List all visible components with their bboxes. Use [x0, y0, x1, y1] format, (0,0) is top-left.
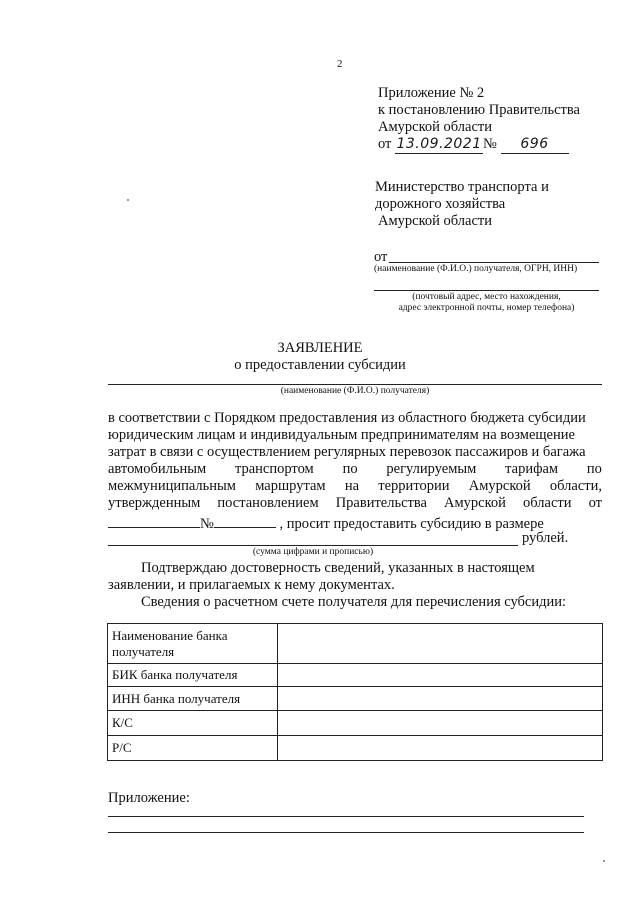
table-row: [108, 736, 603, 761]
word: по: [586, 461, 602, 477]
body-line-6: [108, 495, 602, 512]
scan-speck: [603, 860, 605, 862]
sum-fill-line: [108, 545, 518, 546]
word: тарифам: [505, 461, 559, 477]
recipient-line-2: дорожного хозяйства: [375, 196, 506, 212]
word: Амурской: [468, 478, 531, 494]
body-line-5: [108, 478, 602, 495]
number-value: 696: [520, 136, 549, 152]
word: на: [344, 478, 360, 494]
table-value-cell[interactable]: [278, 711, 603, 736]
scan-speck: [127, 199, 129, 201]
row-label: Наименование банка: [112, 627, 228, 643]
table-value-cell[interactable]: [278, 664, 603, 687]
word: территории: [378, 478, 450, 494]
table-row: [108, 664, 603, 687]
number-sign: №: [200, 516, 214, 532]
word: автомобильным: [108, 461, 207, 477]
word: Правительства: [335, 495, 427, 511]
page-number: 2: [337, 58, 343, 70]
recipient-line-3: Амурской области: [378, 213, 492, 229]
confirm-line-1: Подтверждаю достоверность сведений, указанных в настоящем: [141, 560, 535, 576]
word: области: [523, 495, 572, 511]
appendix-region: Амурской области: [378, 119, 492, 135]
appendix-resolution: к постановлению Правительства: [378, 102, 580, 118]
table-row: [108, 687, 603, 711]
word: межмуниципальным: [108, 478, 236, 494]
word: Амурской: [444, 495, 506, 511]
table-label-cell: [108, 624, 278, 664]
appendix-date-line: [378, 136, 569, 154]
word: транспортом: [234, 461, 314, 477]
attachment-line-2: [108, 832, 584, 833]
table-label-cell: Р/С: [108, 736, 278, 761]
word: утвержденным: [108, 495, 201, 511]
date-value: 13.09.2021: [396, 136, 482, 152]
request-text: , просит предоставить субсидию в размере: [279, 516, 544, 532]
number-blank: [214, 513, 276, 528]
attachment-line-1: [108, 816, 584, 817]
word: по: [342, 461, 358, 477]
number-prefix: №: [483, 136, 497, 152]
table-value-cell[interactable]: [278, 736, 603, 761]
document-title: ЗАЯВЛЕНИЕ: [277, 340, 363, 356]
document-subtitle: о предоставлении субсидии: [234, 357, 406, 373]
table-label-cell: К/С: [108, 711, 278, 736]
table-row: [108, 711, 603, 736]
date-field: [395, 136, 483, 154]
date-blank: [108, 513, 200, 528]
word: регулируемым: [386, 461, 477, 477]
table-label-cell: ИНН банка получателя: [108, 687, 278, 711]
sum-hint: (сумма цифрами и прописью): [252, 547, 374, 557]
word: от: [588, 495, 602, 511]
word: области,: [549, 478, 602, 494]
from-label: от: [374, 249, 388, 265]
address-fill-line: [374, 290, 599, 291]
rubles-label: рублей.: [522, 530, 569, 546]
table-label-cell: БИК банка получателя: [108, 664, 278, 687]
word: постановлением: [217, 495, 319, 511]
attachment-label: Приложение:: [108, 790, 190, 806]
recipient-name-hint: (наименование (Ф.И.О.) получателя): [280, 386, 430, 396]
address-hint-1: (почтовый адрес, место нахождения,: [412, 292, 561, 302]
address-hint-2: адрес электронной почты, номер телефона): [398, 303, 575, 313]
from-fill-line: [389, 262, 599, 263]
confirm-line-2: заявлении, и прилагаемых к нему документах.: [108, 577, 395, 593]
table-value-cell[interactable]: [278, 624, 603, 664]
bank-details-table: [107, 623, 603, 761]
date-prefix: от: [378, 136, 392, 152]
recipient-name-line: [108, 384, 602, 385]
table-row: [108, 624, 603, 664]
row-label-cont: получателя: [112, 643, 175, 659]
body-line-4: [108, 461, 602, 478]
recipient-line-1: Министерство транспорта и: [375, 179, 549, 195]
body-line-2: юридическим лицам и индивидуальным предпринимателям на возмещение: [108, 427, 575, 443]
appendix-title: Приложение № 2: [378, 85, 485, 101]
from-hint: (наименование (Ф.И.О.) получателя, ОГРН, ИНН): [374, 264, 578, 274]
account-intro: Сведения о расчетном счете получателя для перечисления субсидии:: [141, 594, 567, 610]
word: маршрутам: [255, 478, 326, 494]
body-line-3: затрат в связи с осуществлением регулярных перевозок пассажиров и багажа: [108, 444, 586, 460]
body-line-1: в соответствии с Порядком предоставления из областного бюджета субсидии: [108, 410, 586, 426]
table-value-cell[interactable]: [278, 687, 603, 711]
number-field: [501, 136, 569, 154]
